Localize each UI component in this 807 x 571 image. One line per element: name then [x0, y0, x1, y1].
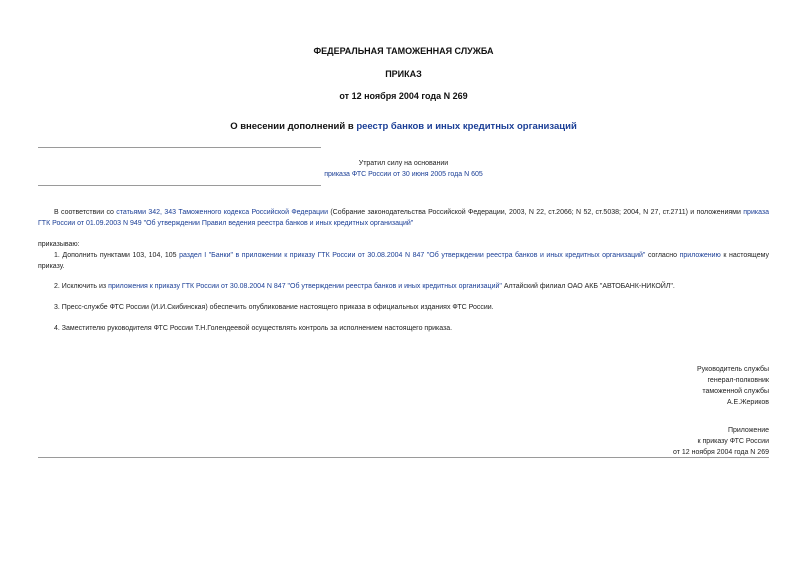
annex-link[interactable]: приложению: [679, 252, 721, 259]
intro-text-1: В соответствии со: [54, 209, 117, 216]
decree-word: приказываю:: [38, 241, 80, 248]
signature-rank: генерал-полковник: [707, 377, 769, 384]
item-1-text-2: согласно: [645, 252, 680, 259]
agency-name: ФЕДЕРАЛЬНАЯ ТАМОЖЕННАЯ СЛУЖБА: [313, 46, 494, 56]
document-title: [0, 121, 807, 132]
item-2-text-2: Алтайский филиал ОАО АКБ "АВТОБАНК-НИКОЙЛ".: [501, 283, 675, 290]
annex-header: [469, 425, 769, 458]
annex-divider: [38, 457, 769, 458]
signature-block: [469, 364, 769, 408]
document-type: ПРИКАЗ: [385, 69, 422, 79]
item-1-text-3: к настоящему приказу.: [38, 252, 770, 270]
item-4-paragraph: 4. Заместителю руководителя ФТС России Т.Н.Голендеевой осуществлять контроль за исполнением настоящего приказа.: [54, 325, 453, 332]
lost-force-basis: [38, 169, 769, 180]
item-1-text-1: 1. Дополнить пунктами 103, 104, 105: [54, 252, 180, 259]
intro-text-2: (Собрание законодательства Российской Федерации, 2003, N 22, ст.2066; N 52, ст.5038; 2004, N 27, ст.2711) и положениями: [328, 209, 744, 216]
annex-date: от 12 ноября 2004 года N 269: [673, 449, 769, 456]
gtk-order-949-link[interactable]: приказа ГТК России от 01.09.2003 N 949 "Об утверждении Правил ведения реестра банков и иных кредитных организаций": [38, 209, 769, 227]
document-date-number: от 12 ноября 2004 года N 269: [339, 91, 468, 101]
customs-code-link[interactable]: статьями 342, 343 Таможенного кодекса Российской Федерации: [116, 209, 328, 216]
item-2-text-1: 2. Исключить из: [54, 283, 109, 290]
signature-position: Руководитель службы: [696, 366, 769, 373]
status-divider-bottom: [38, 185, 321, 186]
item-1-paragraph: [38, 250, 769, 272]
lost-force-note: Утратил силу на основании: [358, 160, 449, 167]
status-divider-top: [38, 147, 321, 148]
intro-paragraph: [38, 207, 769, 229]
signature-name: А.Е.Жериков: [726, 399, 769, 406]
section-banks-link[interactable]: раздел I "Банки" в приложении к приказу ГТК России от 30.08.2004 N 847 "Об утверждении реестра банков и иных кредитных организаций": [179, 252, 646, 259]
gtk-order-847-annex-link[interactable]: приложения к приказу ГТК России от 30.08.2004 N 847 "Об утверждении реестра банков и иных кредитных организаций": [108, 283, 502, 290]
annex-reference: к приказу ФТС России: [697, 438, 769, 445]
signature-rank-service: таможенной службы: [702, 388, 769, 395]
document-title-text: О внесении дополнений в: [230, 121, 357, 132]
registry-link[interactable]: реестр банков и иных кредитных организаций: [356, 121, 577, 132]
lost-force-link[interactable]: приказа ФТС России от 30 июня 2005 года N 605: [324, 171, 483, 178]
annex-title: Приложение: [727, 427, 769, 434]
item-3-paragraph: 3. Пресс-службе ФТС России (И.И.Скибинская) обеспечить опубликование настоящего приказа в официальных изданиях ФТС России.: [54, 304, 494, 311]
item-2-paragraph: [38, 281, 769, 292]
